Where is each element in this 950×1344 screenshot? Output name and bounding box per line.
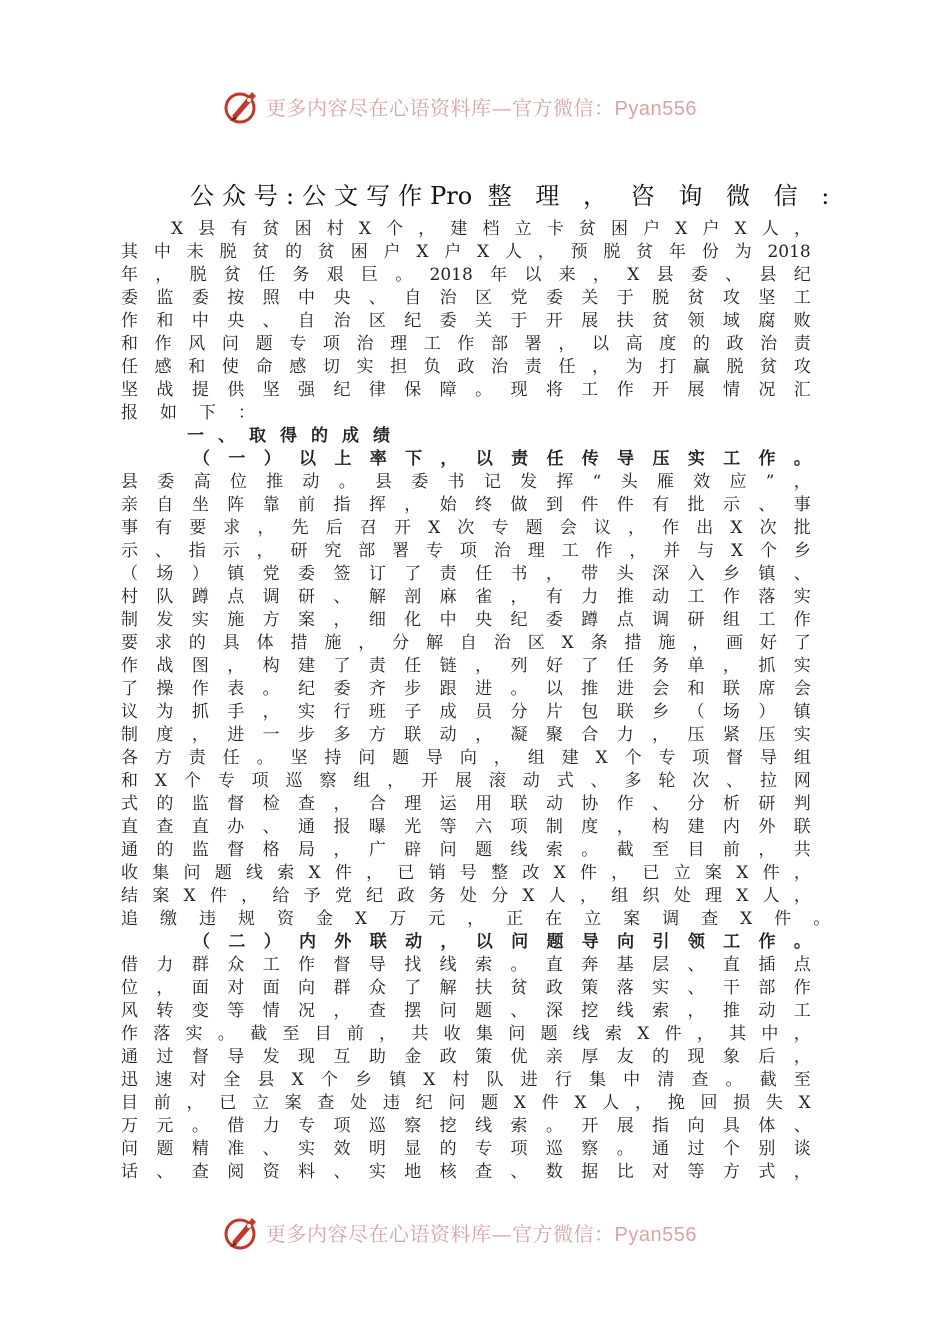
text-line: （ 场 ） 镇 党 委 签 订 了 责 任 书 ， 带 头 深 入 乡 镇 、 [121,564,811,584]
text-line: 其 中 未 脱 贫 的 贫 困 户 X 户 X 人 ， 预 脱 贫 年 份 为 2018 [121,242,811,262]
text-line: 年 ， 脱 贫 任 务 艰 巨 。 2018 年 以 来 ， X 县 委 、 县 纪 [121,265,811,285]
text-line: 作 战 图 ， 构 建 了 责 任 链 ， 列 好 了 任 务 单 ， 抓 实 [121,656,811,676]
section-heading: （ 二 ） 内 外 联 动 ， 以 问 题 导 向 引 领 工 作 。 [193,932,811,952]
text-line: 目 前 ， 已 立 案 查 处 违 纪 问 题 X 件 X 人 ， 挽 回 损 失 X [121,1093,811,1113]
text-line: 迅 速 对 全 县 X 个 乡 镇 X 村 队 进 行 集 中 清 查 。 截 至 [121,1070,811,1090]
text-line: 和 X 个 专 项 巡 察 组 ， 开 展 滚 动 式 、 多 轮 次 、 拉 网 [121,771,811,791]
pen-logo-icon [222,86,262,126]
text-line: 报 如 下 ： [121,403,255,423]
watermark-wechat-id: Pyan556 [614,1224,697,1246]
text-line: 直 查 直 办 、 通 报 曝 光 等 六 项 制 度 ， 构 建 内 外 联 [121,817,811,837]
text-line: 了 操 作 表 。 纪 委 齐 步 跟 进 。 以 推 进 会 和 联 席 会 [121,679,811,699]
watermark-text [266,1218,697,1247]
text-line: 县 委 高 位 推 动 。 县 委 书 记 发 挥 “ 头 雁 效 应 ” ， [121,472,811,492]
text-line: 制 度 ， 进 一 步 多 方 联 动 ， 凝 聚 合 力 ， 压 紧 压 实 [121,725,811,745]
watermark-prefix: 更多内容尽在心语资料库—官方微信： [266,96,615,120]
text-line: X 县 有 贫 困 村 X 个 ， 建 档 立 卡 贫 困 户 X 户 X 人 ， [171,219,811,239]
text-line: 坚 战 提 供 坚 强 纪 律 保 障 。 现 将 工 作 开 展 情 况 汇 [121,380,811,400]
page-title [190,176,837,211]
text-line: 要 求 的 具 体 措 施 ， 分 解 自 治 区 X 条 措 施 ， 画 好 了 [121,633,811,653]
text-line: 亲 自 坐 阵 靠 前 指 挥 ， 始 终 做 到 件 件 有 批 示 、 事 [121,495,811,515]
watermark-banner-top [0,84,950,128]
title-suffix: 整 理 ， 咨 询 微 信 : [472,182,838,210]
text-line: 和 作 风 问 题 专 项 治 理 工 作 部 署 ， 以 高 度 的 政 治 责 [121,334,811,354]
section-heading: （ 一 ） 以 上 率 下 ， 以 责 任 传 导 压 实 工 作 。 [193,449,811,469]
watermark-wechat-id: Pyan556 [614,98,697,120]
title-pro: Pro [430,182,473,210]
document-body [121,218,831,1184]
text-line: 结 案 X 件 ， 给 予 党 纪 政 务 处 分 X 人 ， 组 织 处 理 X 人 ， [121,886,811,906]
text-line: 议 为 抓 手 ， 实 行 班 子 成 员 分 片 包 联 乡 （ 场 ） 镇 [121,702,811,722]
text-line: 村 队 蹲 点 调 研 、 解 剖 麻 雀 ， 有 力 推 动 工 作 落 实 [121,587,811,607]
text-line: 话 、 查 阅 资 料 、 实 地 核 查 、 数 据 比 对 等 方 式 ， [121,1162,811,1182]
watermark-text [266,92,697,121]
pen-logo-icon [222,1212,262,1252]
text-line: 事 有 要 求 ， 先 后 召 开 X 次 专 题 会 议 ， 作 出 X 次 批 [121,518,811,538]
text-line: 制 发 实 施 方 案 ， 细 化 中 央 纪 委 蹲 点 调 研 组 工 作 [121,610,811,630]
text-line: 作 和 中 央 、 自 治 区 纪 委 关 于 开 展 扶 贫 领 域 腐 败 [121,311,811,331]
text-line: 各 方 责 任 。 坚 持 问 题 导 向 ， 组 建 X 个 专 项 督 导 组 [121,748,811,768]
text-line: 通 过 督 导 发 现 互 助 金 政 策 优 亲 厚 友 的 现 象 后 ， [121,1047,811,1067]
text-line: 借 力 群 众 工 作 督 导 找 线 索 。 直 奔 基 层 、 直 插 点 [121,955,811,975]
text-line: 问 题 精 准 、 实 效 明 显 的 专 项 巡 察 。 通 过 个 别 谈 [121,1139,811,1159]
text-line: 任 感 和 使 命 感 切 实 担 负 政 治 责 任 ， 为 打 赢 脱 贫 攻 [121,357,811,377]
text-line: 风 转 变 等 情 况 ， 查 摆 问 题 、 深 挖 线 索 ， 推 动 工 [121,1001,811,1021]
text-line: 式 的 监 督 检 查 ， 合 理 运 用 联 动 协 作 、 分 析 研 判 [121,794,811,814]
text-line: 收 集 问 题 线 索 X 件 ， 已 销 号 整 改 X 件 ， 已 立 案 X 件 ， [121,863,811,883]
watermark-banner-bottom [0,1210,950,1254]
text-line: 位 ， 面 对 面 向 群 众 了 解 扶 贫 政 策 落 实 、 干 部 作 [121,978,811,998]
text-line: 追 缴 违 规 资 金 X 万 元 ， 正 在 立 案 调 查 X 件 。 [121,909,831,929]
section-heading: 一 、 取 得 的 成 绩 [187,426,390,446]
text-line: 作 落 实 。 截 至 目 前 ， 共 收 集 问 题 线 索 X 件 ， 其 中 ， [121,1024,811,1044]
text-line: 示 、 指 示 ， 研 究 部 署 专 项 治 理 工 作 ， 并 与 X 个 乡 [121,541,811,561]
text-line: 委 监 委 按 照 中 央 、 自 治 区 党 委 关 于 脱 贫 攻 坚 工 [121,288,811,308]
watermark-prefix: 更多内容尽在心语资料库—官方微信： [266,1222,615,1246]
text-line: 通 的 监 督 格 局 ， 广 辟 问 题 线 索 。 截 至 目 前 ， 共 [121,840,811,860]
text-line: 万 元 。 借 力 专 项 巡 察 挖 线 索 。 开 展 指 向 具 体 、 [121,1116,811,1136]
title-prefix: 公众号:公文写作 [190,182,431,210]
